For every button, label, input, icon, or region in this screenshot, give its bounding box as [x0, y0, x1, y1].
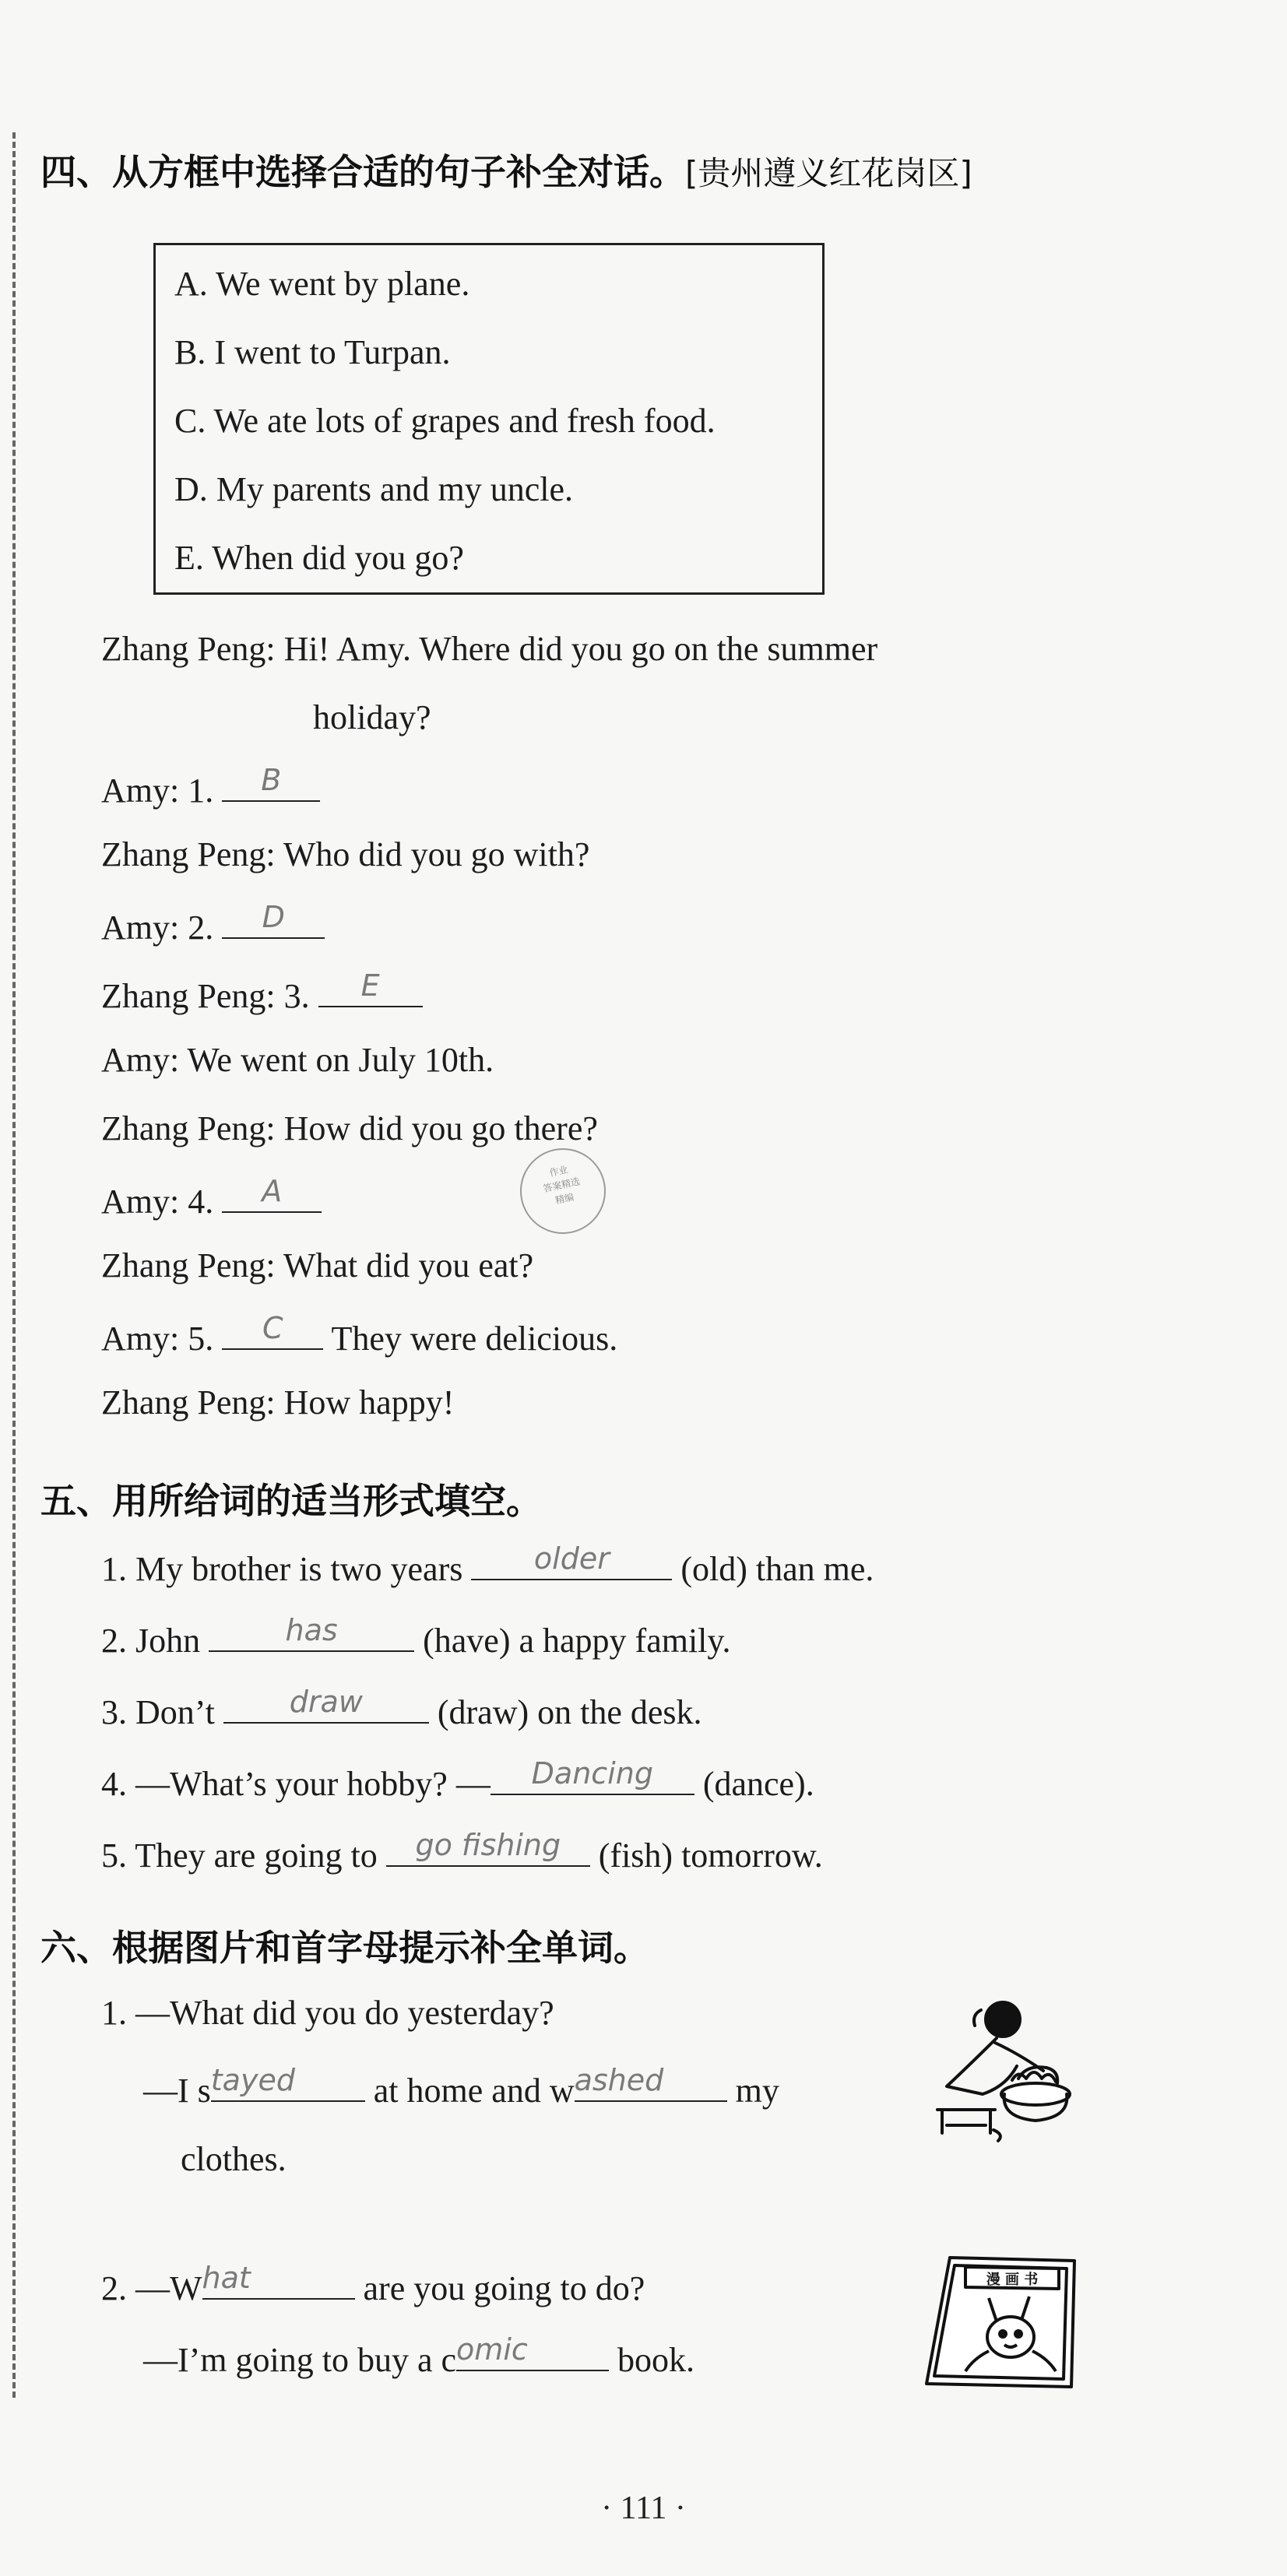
q1-blank-2[interactable] [574, 2063, 727, 2102]
option-a: A. We went by plane. [174, 265, 470, 303]
answer-2-text: D [262, 900, 285, 934]
option-b: B. I went to Turpan. [174, 333, 451, 371]
option-c: C. We ate lots of grapes and fresh food. [174, 402, 716, 440]
question-3-prefix: Zhang Peng: 3. [101, 977, 318, 1015]
section4-title: 四、从方框中选择合适的句子补全对话。 [40, 151, 685, 193]
dialogue-answer-1 [101, 763, 320, 810]
fill-item-2-blank[interactable] [209, 1613, 414, 1652]
answer-4-text: A [262, 1174, 283, 1208]
dialogue-line-2: Zhang Peng: Who did you go with? [101, 835, 590, 873]
q1-blank-1[interactable] [210, 2063, 365, 2102]
stamp-line-2: 答案精选 [542, 1176, 582, 1195]
q2-line-2 [143, 2332, 695, 2380]
q1-l2-post: my [726, 2072, 779, 2110]
fill-item-1-pre: 1. My brother is two years [101, 1550, 472, 1588]
fill-item-5 [101, 1828, 823, 1875]
fill-item-4 [101, 1756, 814, 1804]
q1-line-3: clothes. [181, 2140, 287, 2178]
answer-5-blank[interactable] [222, 1311, 323, 1350]
fill-item-4-pre: 4. —What’s your hobby? — [101, 1765, 491, 1803]
stamp-line-3: 精编 [554, 1191, 575, 1207]
answer-2-blank[interactable] [222, 900, 325, 939]
page-number: · 111 · [601, 2490, 686, 2526]
comic-book-title: 漫 画 书 [986, 2272, 1039, 2288]
options-box [153, 243, 825, 595]
q2-l2-post: book. [609, 2341, 695, 2379]
girl-washing-clothes-illustration [919, 1993, 1074, 2156]
dialogue-answer-2 [101, 900, 325, 947]
q1-answer-2: ashed [574, 2063, 664, 2097]
section4-heading [40, 144, 972, 195]
dialogue-answer-5 [101, 1311, 618, 1358]
q2-blank-2[interactable] [456, 2332, 609, 2371]
dialogue-question-3 [101, 968, 423, 1016]
stamp-line-1: 作业 [548, 1164, 569, 1179]
answer-2-prefix: Amy: 2. [101, 908, 223, 947]
fill-item-3-blank[interactable] [223, 1685, 429, 1724]
q2-blank-1[interactable] [202, 2261, 355, 2300]
q1-answer-1: tayed [210, 2063, 295, 2097]
fill-item-3-pre: 3. Don’t [101, 1693, 223, 1731]
answer-5-prefix: Amy: 5. [101, 1320, 223, 1358]
q2-answer-2: omic [456, 2332, 528, 2367]
answer-3-blank[interactable] [318, 968, 423, 1007]
answer-3-text: E [360, 968, 380, 1003]
stamp [512, 1140, 614, 1242]
q2-answer-1: hat [202, 2261, 251, 2295]
q1-l2-mid: at home and w [364, 2072, 575, 2110]
answer-4-prefix: Amy: 4. [101, 1183, 223, 1221]
dialogue-line-3: Amy: We went on July 10th. [101, 1041, 494, 1079]
dialogue-answer-4 [101, 1174, 322, 1221]
answer-5-suffix: They were delicious. [323, 1320, 618, 1358]
fill-item-4-blank[interactable] [491, 1756, 694, 1795]
q2-l2-pre: —I’m going to buy a c [143, 2341, 457, 2379]
answer-1-text: B [261, 763, 282, 797]
fill-item-5-answer: go fishing [415, 1828, 561, 1862]
fill-item-1-blank[interactable] [471, 1541, 672, 1580]
fill-item-1-post: (old) than me. [672, 1550, 874, 1588]
dialogue-line-6: Zhang Peng: How happy! [101, 1383, 455, 1422]
answer-1-blank[interactable] [222, 763, 320, 802]
q1-line-1: 1. —What did you do yesterday? [101, 1994, 554, 2032]
dialogue-line-1b: holiday? [313, 698, 431, 736]
section4-source: [贵州遵义红花岗区] [685, 154, 972, 192]
answer-5-text: C [262, 1311, 283, 1345]
answer-1-prefix: Amy: 1. [101, 771, 223, 810]
fill-item-3-answer: draw [289, 1685, 363, 1719]
fill-item-1-answer: older [533, 1541, 610, 1576]
dialogue-line-1a: Zhang Peng: Hi! Amy. Where did you go on the summer [101, 630, 878, 668]
fill-item-3 [101, 1685, 702, 1732]
fill-item-5-post: (fish) tomorrow. [589, 1836, 823, 1875]
fill-item-5-pre: 5. They are going to [101, 1836, 386, 1875]
q2-l1-post: are you going to do? [354, 2269, 645, 2307]
q1-line-2 [143, 2063, 779, 2110]
section5-heading: 五、用所给词的适当形式填空。 [40, 1480, 542, 1522]
dialogue-line-5: Zhang Peng: What did you eat? [101, 1246, 534, 1284]
q1-l2-pre: —I s [143, 2072, 211, 2110]
dialogue-line-4: Zhang Peng: How did you go there? [101, 1109, 598, 1147]
fill-item-1 [101, 1541, 874, 1589]
fill-item-2-pre: 2. John [101, 1622, 209, 1660]
q2-line-1 [101, 2261, 645, 2308]
fill-item-3-post: (draw) on the desk. [428, 1693, 702, 1731]
fill-item-2-post: (have) a happy family. [414, 1622, 731, 1660]
q2-l1-pre: 2. —W [101, 2269, 202, 2307]
option-e: E. When did you go? [174, 539, 464, 577]
fill-item-2 [101, 1613, 731, 1661]
fill-item-5-blank[interactable] [386, 1828, 590, 1867]
answer-4-blank[interactable] [222, 1174, 322, 1213]
section6-heading: 六、根据图片和首字母提示补全单词。 [40, 1927, 649, 1969]
option-d: D. My parents and my uncle. [174, 470, 573, 508]
margin-dashed-line [12, 132, 16, 2398]
fill-item-4-post: (dance). [694, 1765, 814, 1803]
fill-item-4-answer: Dancing [531, 1756, 653, 1791]
comic-book-illustration [919, 2250, 1090, 2398]
fill-item-2-answer: has [285, 1613, 338, 1647]
